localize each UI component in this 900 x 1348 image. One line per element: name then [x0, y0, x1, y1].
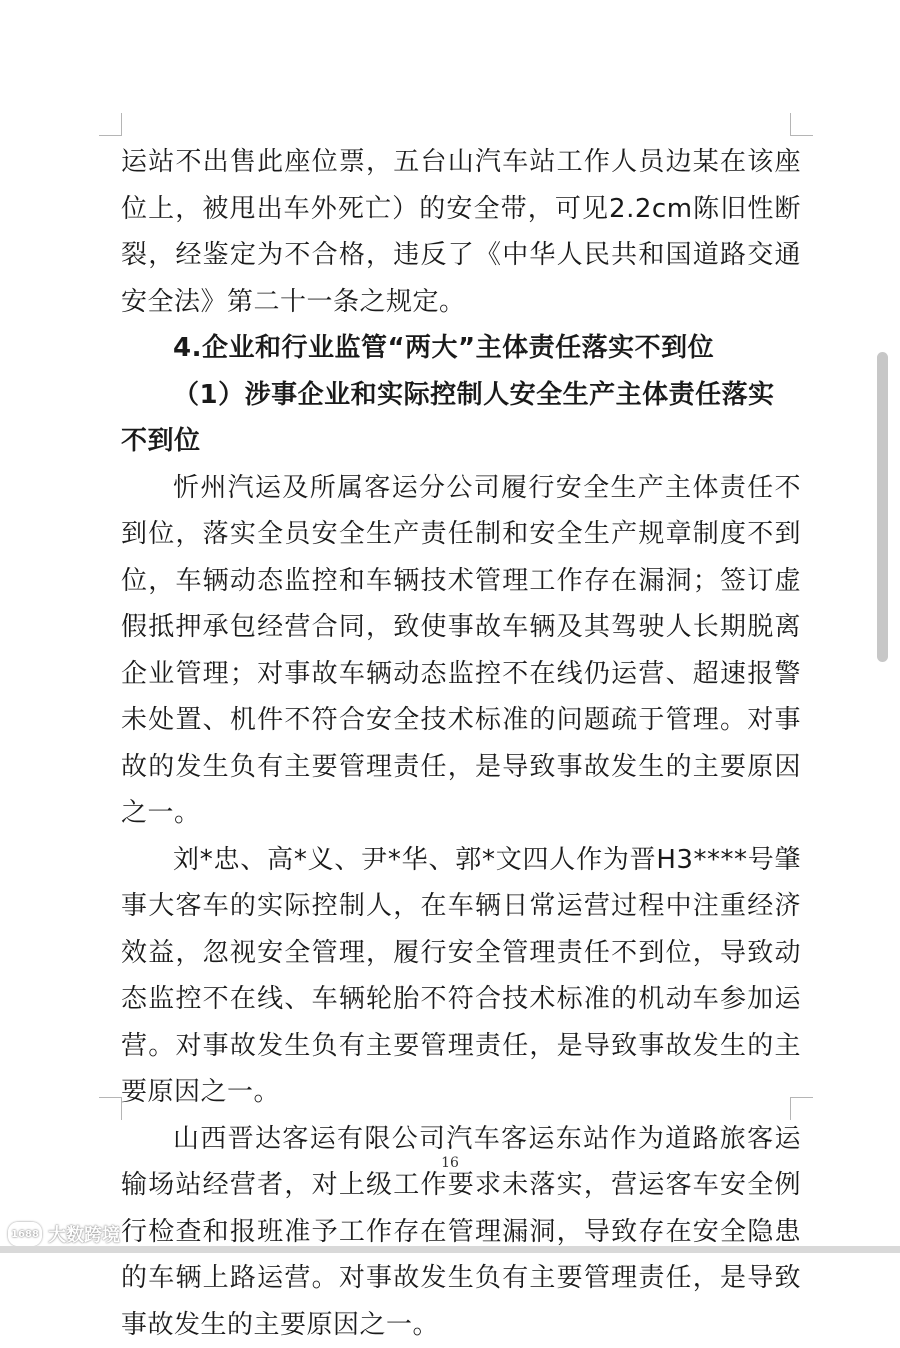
watermark-text: 大数跨境 [48, 1221, 120, 1247]
bottom-bar [0, 1246, 900, 1253]
crop-mark-bottom-left [99, 1097, 122, 1120]
crop-mark-top-right [790, 113, 813, 136]
crop-mark-top-left [99, 113, 122, 136]
paragraph: 刘*忠、高*义、尹*华、郭*文四人作为晋H3****号肇事大客车的实际控制人，在车辆日常运营过程中注重经济效益，忽视安全管理，履行安全管理责任不到位，导致动态监控不在线、车辆轮胎不符合技术标准的机动车参加运营。对事故发生负有主要管理责任，是导致事故发生的主要原因之一。 [121, 837, 801, 1116]
paragraph: 忻州汽运及所属客运分公司履行安全生产主体责任不到位，落实全员安全生产责任制和安全生产规章制度不到位，车辆动态监控和车辆技术管理工作存在漏洞；签订虚假抵押承包经营合同，致使事故车辆及其驾驶人长期脱离企业管理；对事故车辆动态监控不在线仍运营、超速报警未处置、机件不符合安全技术标准的问题疏于管理。对事故的发生负有主要管理责任，是导致事故发生的主要原因之一。 [121, 465, 801, 837]
paragraph: 山西晋达客运有限公司汽车客运东站作为道路旅客运输场站经营者，对上级工作要求未落实，营运客车安全例行检查和报班准予工作存在管理漏洞，导致存在安全隐患的车辆上路运营。对事故发生负有主要管理责任，是导致事故发生的主要原因之一。 [121, 1116, 801, 1348]
section-heading: 4.企业和行业监管“两大”主体责任落实不到位 [121, 325, 801, 372]
scrollbar-thumb[interactable] [877, 352, 888, 662]
paragraph-continuation: 运站不出售此座位票，五台山汽车站工作人员边某在该座位上，被甩出车外死亡）的安全带，可见2.2cm陈旧性断裂，经鉴定为不合格，违反了《中华人民共和国道路交通安全法》第二十一条之规定。 [121, 139, 801, 325]
watermark-logo: 1688 [8, 1222, 42, 1246]
page-number: 16 [0, 1155, 900, 1171]
subsection-heading: （1）涉事企业和实际控制人安全生产主体责任落实不到位 [121, 372, 801, 465]
watermark [8, 1222, 120, 1246]
